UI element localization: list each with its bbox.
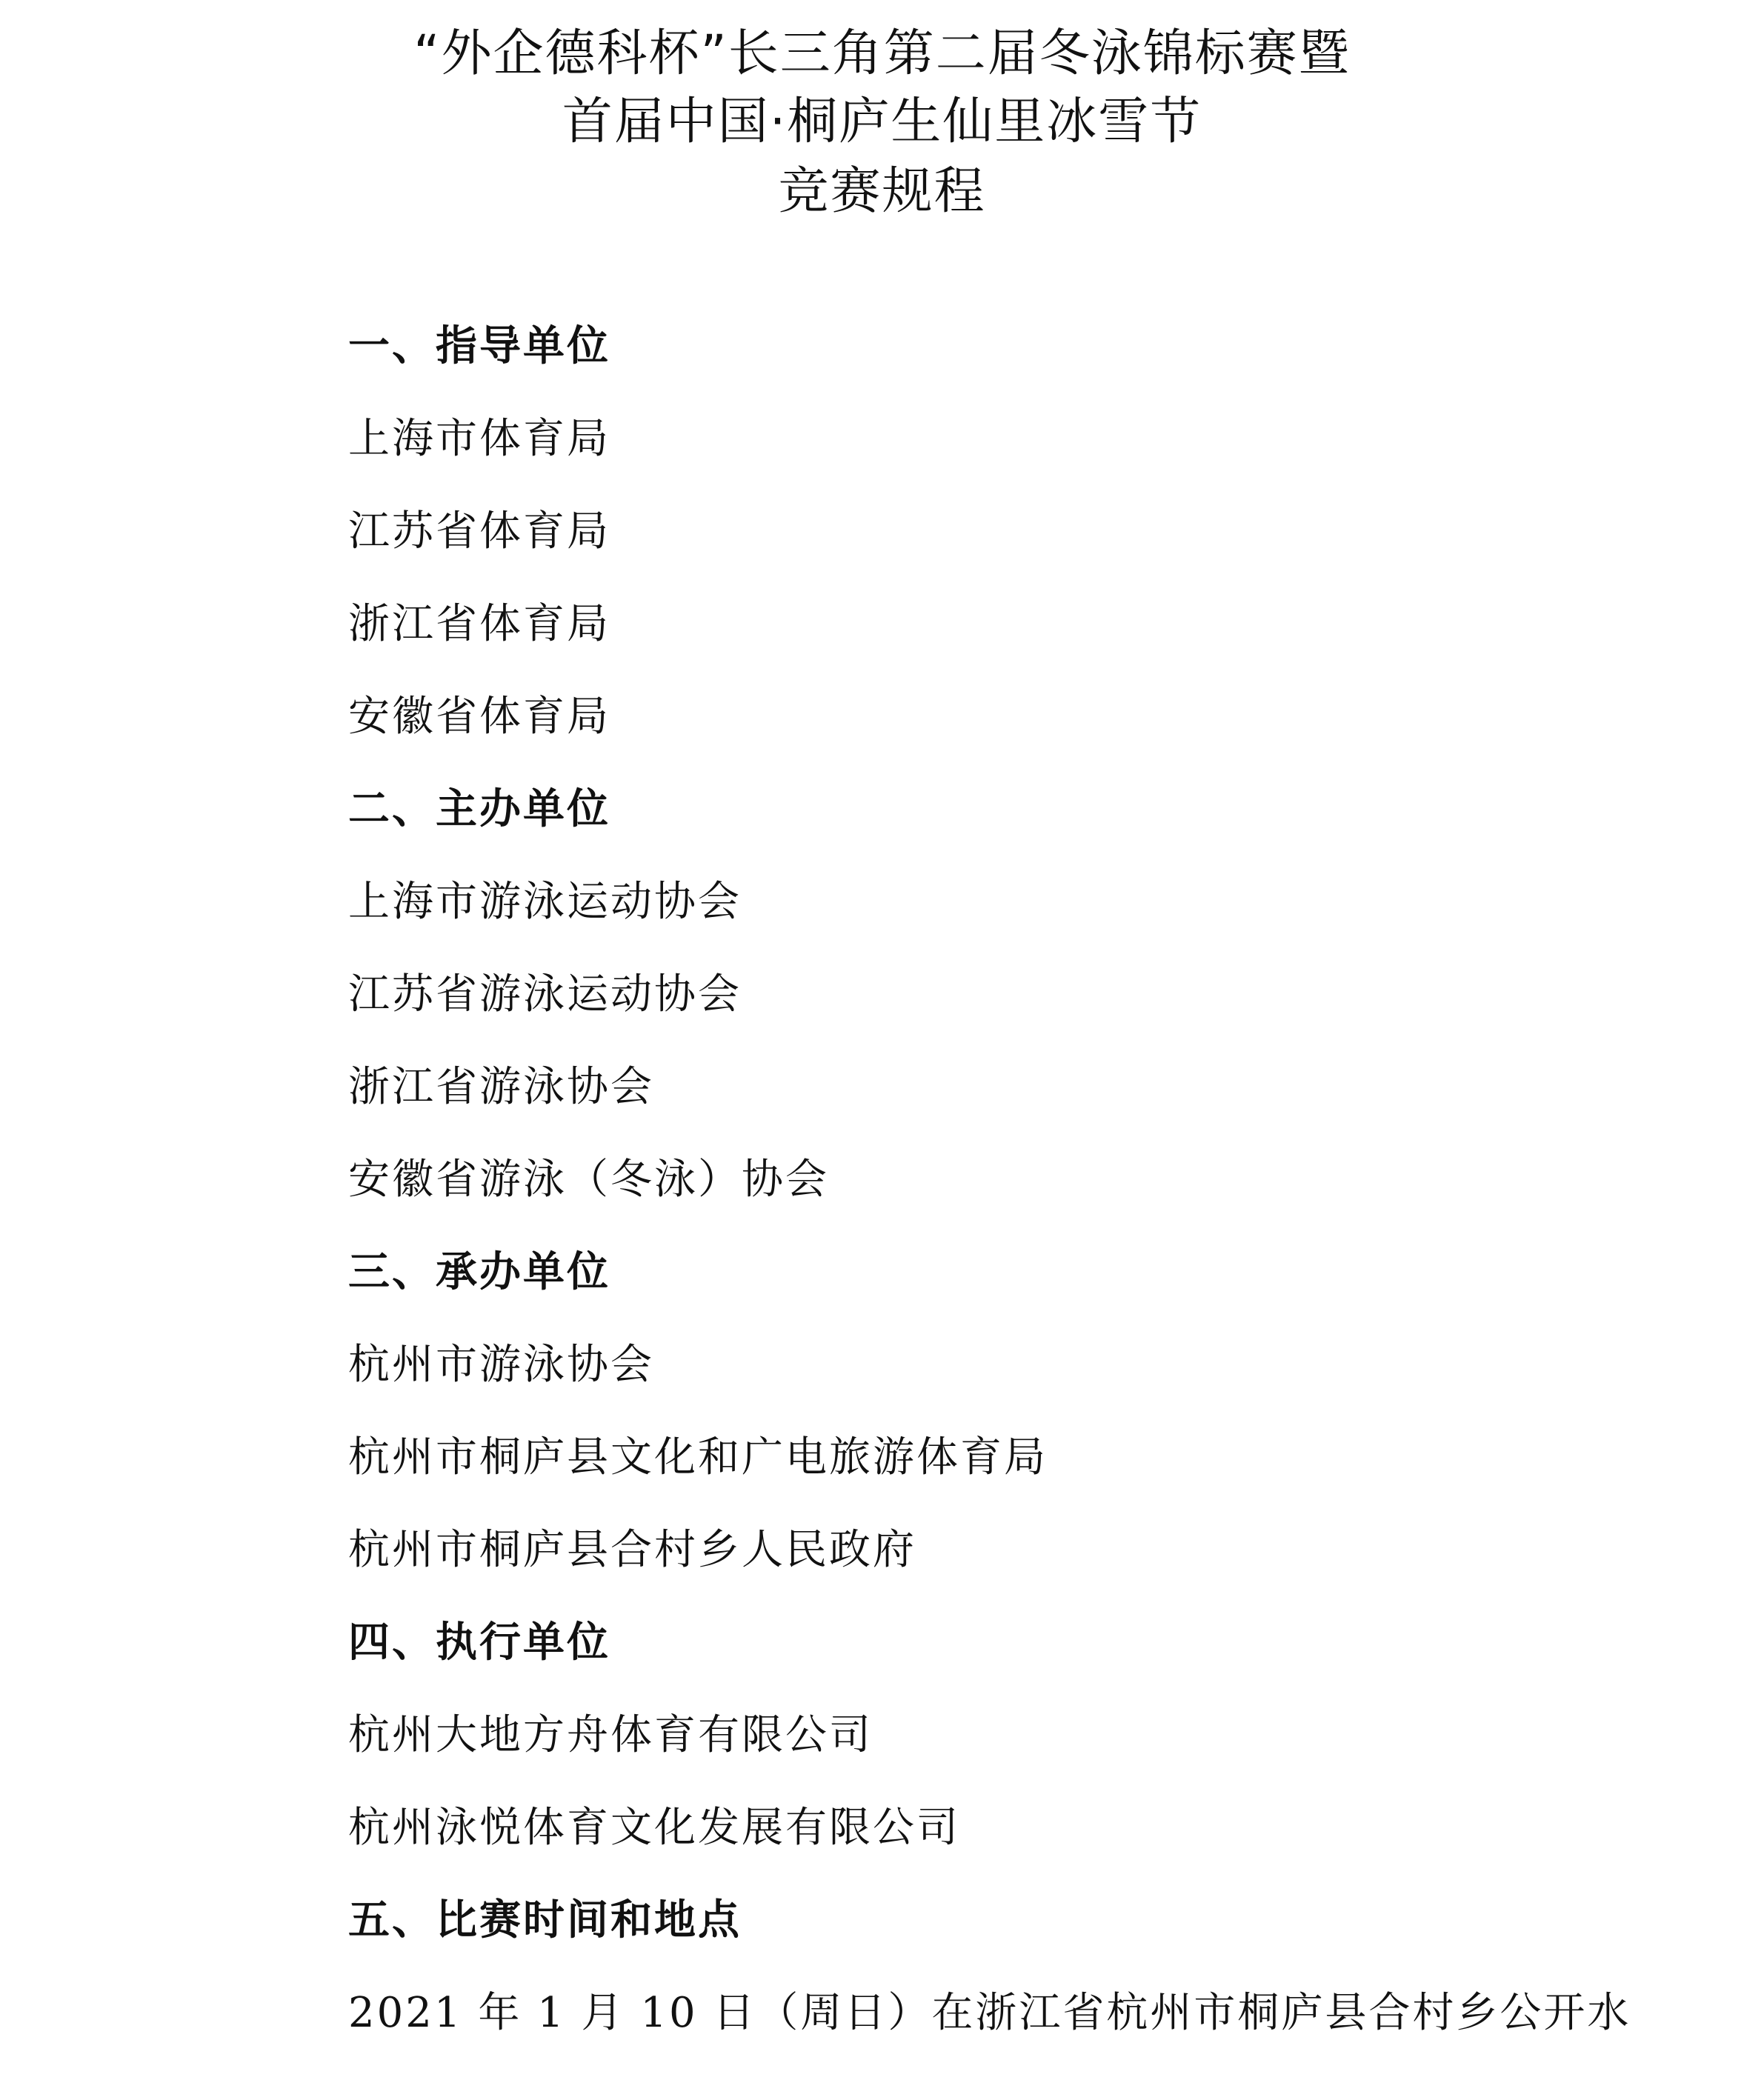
organizer-item: 江苏省游泳运动协会: [348, 970, 742, 1019]
undertaker-item: 杭州市桐庐县合村乡人民政府: [348, 1526, 916, 1574]
time-location-text: 2021 年 1 月 10 日（周日）在浙江省杭州市桐庐县合村乡公开水: [348, 1989, 1631, 2037]
guidance-item: 江苏省体育局: [348, 507, 610, 556]
section-heading-executor: 四、执行单位: [348, 1619, 610, 1667]
title-line-3: 竞赛规程: [778, 162, 986, 221]
organizer-item: 上海市游泳运动协会: [348, 878, 742, 926]
section-heading-organizer: 二、主办单位: [348, 785, 610, 833]
title-line-2: 首届中国·桐庐生仙里冰雪节: [562, 93, 1202, 151]
undertaker-item: 杭州市桐庐县文化和广电旅游体育局: [348, 1433, 1048, 1481]
guidance-item: 安徽省体育局: [348, 693, 610, 741]
organizer-item: 安徽省游泳（冬泳）协会: [348, 1156, 829, 1204]
section-heading-undertaker: 三、承办单位: [348, 1248, 610, 1296]
organizer-item: 浙江省游泳协会: [348, 1063, 654, 1111]
section-heading-guidance: 一、指导单位: [348, 322, 610, 370]
guidance-item: 上海市体育局: [348, 415, 610, 463]
executor-item: 杭州大地方舟体育有限公司: [348, 1711, 873, 1759]
undertaker-item: 杭州市游泳协会: [348, 1341, 654, 1389]
guidance-item: 浙江省体育局: [348, 600, 610, 648]
document-body: [348, 310, 1682, 2069]
title-line-1: “外企德科杯”长三角第二届冬泳锦标赛暨: [413, 24, 1351, 83]
section-heading-time-location: 五、比赛时间和地点: [348, 1896, 742, 1944]
executor-item: 杭州泳悦体育文化发展有限公司: [348, 1804, 960, 1852]
